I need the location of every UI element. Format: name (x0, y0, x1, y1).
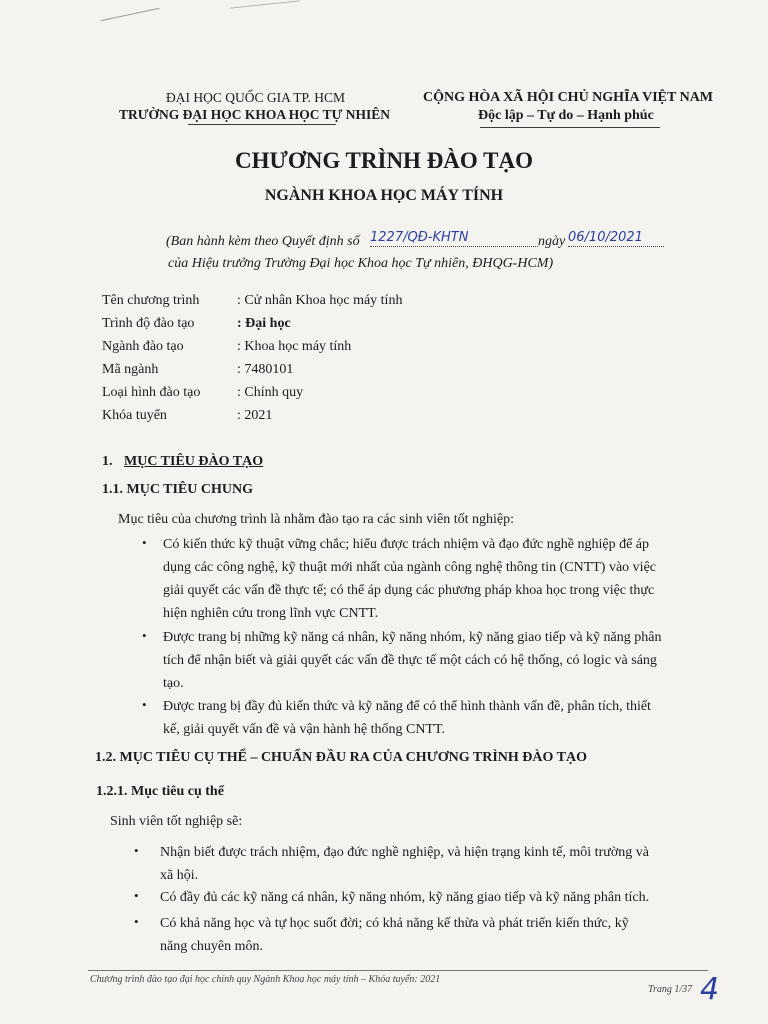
section-heading: MỤC TIÊU ĐÀO TẠO (124, 454, 264, 469)
subsubsection-heading: 1.2.1. Mục tiêu cụ thể (96, 784, 224, 799)
decree-number-dots (370, 246, 538, 247)
list-item-line: Có khả năng học và tự học suốt đời; có khả năng kế thừa và phát triển kiến thức, kỹ (160, 916, 629, 931)
list-item-line: Được trang bị những kỹ năng cá nhân, kỹ năng nhóm, kỹ năng giao tiếp và kỹ năng phân (163, 630, 662, 645)
info-value: : 7480101 (237, 362, 294, 377)
list-item-line: giải quyết các vấn đề thực tế; có thể áp dụng các phương pháp khoa học trong việc thực (163, 583, 655, 598)
header-underline (188, 124, 336, 125)
list-item-line: tạo. (163, 676, 184, 691)
page-subtitle: NGÀNH KHOA HỌC MÁY TÍNH (264, 187, 504, 204)
bullet-dot: • (134, 914, 139, 929)
list-item-line: hiện nghiên cứu trong lĩnh vực CNTT. (163, 606, 379, 621)
info-value: : Đại học (237, 316, 291, 331)
decree-date-dots (568, 246, 664, 247)
header-university: ĐẠI HỌC QUỐC GIA TP. HCM (166, 90, 346, 105)
list-item-line: năng chuyên môn. (160, 939, 264, 954)
header-faculty: TRƯỜNG ĐẠI HỌC KHOA HỌC TỰ NHIÊN (119, 107, 391, 122)
list-item (160, 886, 649, 909)
list-item-line: Có kiến thức kỹ thuật vững chắc; hiểu được trách nhiệm và đạo đức nghề nghiệp để áp (163, 537, 650, 552)
subsection-intro: Mục tiêu của chương trình là nhằm đào tạo ra các sinh viên tốt nghiệp: (118, 512, 514, 527)
info-label: Trình độ đào tạo (102, 316, 195, 331)
decree-prefix: (Ban hành kèm theo Quyết định số (166, 234, 360, 249)
info-label: Khóa tuyển (102, 408, 167, 423)
subsection-intro: Sinh viên tốt nghiệp sẽ: (110, 814, 243, 829)
subsection-heading: 1.1. MỤC TIÊU CHUNG (102, 482, 254, 497)
list-item-line: tích để nhận biết và giải quyết các vấn đề thực tế một cách có hệ thống, có logic và sáng (163, 653, 657, 668)
page-title: CHƯƠNG TRÌNH ĐÀO TẠO (235, 148, 533, 173)
motto-underline (480, 127, 660, 128)
info-value: : Chính quy (237, 385, 304, 400)
bullet-dot: • (134, 843, 139, 858)
bullet-dot: • (142, 535, 147, 550)
info-label: Loại hình đào tạo (102, 385, 201, 400)
footer-rule (88, 970, 708, 971)
initial-mark: 4 (700, 972, 720, 1007)
header-motto: Độc lập – Tự do – Hạnh phúc (478, 108, 654, 123)
list-item-line: xã hội. (160, 868, 199, 883)
info-label: Tên chương trình (102, 293, 200, 308)
list-item-line: Nhận biết được trách nhiệm, đạo đức nghề nghiệp, và hiện trạng kinh tế, môi trường và (160, 845, 649, 860)
header-country: CỘNG HÒA XÃ HỘI CHỦ NGHĨA VIỆT NAM (423, 90, 714, 105)
scan-mark (101, 8, 160, 21)
list-item-line: Có đầy đủ các kỹ năng cá nhân, kỹ năng nhóm, kỹ năng giao tiếp và kỹ năng phân tích. (160, 890, 650, 905)
decree-date-handwritten: 06/10/2021 (568, 230, 643, 245)
info-value: : 2021 (237, 408, 273, 423)
info-label: Mã ngành (102, 362, 159, 377)
info-value: : Khoa học máy tính (237, 339, 352, 354)
list-item-line: dụng các công nghệ, kỹ thuật mới nhất của ngành công nghệ thông tin (CNTT) vào việc (163, 560, 656, 575)
subsection-heading: 1.2. MỤC TIÊU CỤ THỂ – CHUẨN ĐẦU RA CỦA CHƯƠNG TRÌNH ĐÀO TẠO (95, 750, 587, 765)
bullet-dot: • (142, 697, 147, 712)
list-item-line: Được trang bị đầy đủ kiến thức và kỹ năng để có thể hình thành vấn đề, phân tích, thiết (163, 699, 651, 714)
decree-line2: của Hiệu trưởng Trường Đại học Khoa học Tự nhiên, ĐHQG-HCM) (168, 256, 554, 271)
decree-number-handwritten: 1227/QĐ-KHTN (370, 230, 469, 245)
list-item (163, 533, 656, 625)
decree-date-label: ngày (538, 234, 566, 249)
info-label: Ngành đào tạo (102, 339, 184, 354)
list-item (163, 695, 651, 741)
list-item (160, 912, 629, 958)
bullet-dot: • (142, 628, 147, 643)
bullet-dot: • (134, 888, 139, 903)
section-number: 1. (102, 454, 113, 469)
list-item (160, 841, 649, 887)
info-value: : Cử nhân Khoa học máy tính (237, 293, 403, 308)
list-item-line: kế, giải quyết vấn đề và vận hành hệ thống CNTT. (163, 722, 445, 737)
list-item (163, 626, 661, 695)
page-number: Trang 1/37 (648, 984, 693, 995)
footer-text: Chương trình đào tạo đại học chính quy Ngành Khoa học máy tính – Khóa tuyển: 2021 (90, 974, 441, 985)
scan-mark (230, 0, 300, 8)
